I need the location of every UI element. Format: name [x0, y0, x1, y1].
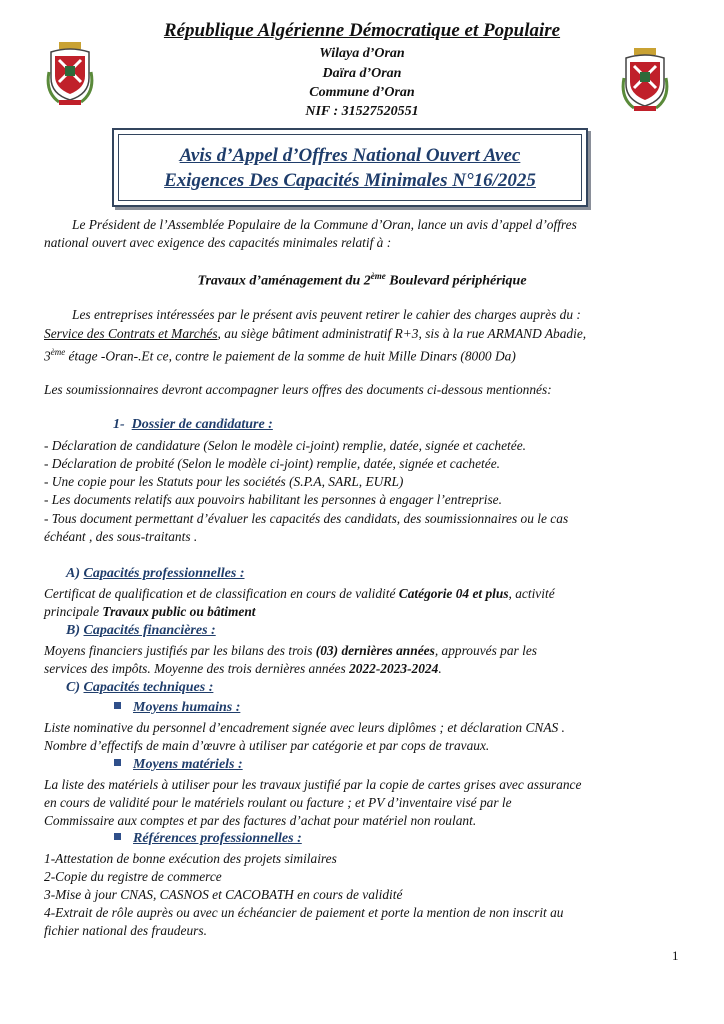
retrait-line-3-rest: étage -Oran-.Et ce, contre le paiement de la somme de huit Mille Dinars (8000 Da) [65, 348, 516, 364]
cap-pro-category: Catégorie 04 et plus [398, 586, 509, 601]
republic-heading: République Algérienne Démocratique et Populaire [163, 20, 561, 41]
cap-fin-year-range: 2022-2023-2024 [349, 661, 439, 676]
cap-tech-letter: C) [66, 680, 80, 695]
page-number: 1 [672, 948, 679, 963]
references-heading [114, 831, 302, 847]
cap-fin-heading-text: Capacités financières : [83, 623, 216, 638]
cap-fin-period: . [438, 661, 442, 676]
retrait-line-2 [44, 325, 680, 343]
square-bullet-icon [114, 759, 121, 766]
dossier-item: - Déclaration de probité (Selon le modèle ci-joint) remplie, datée, signée et cachetée. [44, 456, 500, 471]
dossier-item: échéant , des sous-traitants . [44, 529, 198, 544]
cap-tech-heading [66, 680, 213, 696]
retrait-line-1: Les entreprises intéressées par le présent avis peuvent retirer le cahier des charges auprès du : [72, 307, 581, 322]
service-name: Service des Contrats et Marchés [44, 326, 218, 341]
cap-pro-line-1 [44, 585, 680, 603]
title-line-1: Avis d’Appel d’Offres National Ouvert Avec [179, 145, 521, 166]
materiels-line-1: La liste des matériels à utiliser pour les travaux justifié par la copie de cartes grises avec assurance [44, 777, 582, 792]
cap-tech-heading-text: Capacités techniques : [83, 680, 214, 695]
reference-item: fichier national des fraudeurs. [44, 923, 207, 938]
cap-pro-text: principale [44, 604, 103, 619]
cap-pro-text-end: , activité [508, 586, 555, 601]
title-box [112, 128, 588, 207]
title-line-2: Exigences Des Capacités Minimales N°16/2025 [164, 170, 536, 191]
humains-line-1: Liste nominative du personnel d’encadrement signée avec leurs diplômes ; et déclaration CNAS . [44, 720, 565, 735]
square-bullet-icon [114, 833, 121, 840]
soumission-text: Les soumissionnaires devront accompagner leurs offres des documents ci-dessous mentionnés: [44, 382, 552, 397]
cap-fin-text: Moyens financiers justifiés par les bilans des trois [44, 643, 316, 658]
dossier-item: - Les documents relatifs aux pouvoirs habilitant les personnes à engager l’entreprise. [44, 492, 502, 507]
moyens-materiels-heading [114, 757, 243, 773]
reference-item: 3-Mise à jour CNAS, CASNOS et CACOBATH en cours de validité [44, 887, 403, 902]
cap-fin-text: services des impôts. Moyenne des trois dernières années [44, 661, 350, 676]
dossier-item: - Déclaration de candidature (Selon le modèle ci-joint) remplie, datée, signée et cachetée. [44, 438, 527, 453]
dossier-heading [113, 417, 273, 433]
cap-pro-line-2 [44, 603, 680, 621]
cap-fin-years: (03) dernières années [315, 643, 435, 658]
cap-fin-line-2 [44, 660, 680, 678]
daira-line: Daïra d’Oran [322, 66, 402, 81]
subject-text: Travaux d’aménagement du 2 [197, 273, 371, 289]
dossier-item: - Une copie pour les Statuts pour les sociétés (S.P.A, SARL, EURL) [44, 474, 404, 489]
moyens-humains-heading [114, 700, 240, 716]
moyens-humains-heading-text: Moyens humains : [133, 700, 241, 715]
intro-line-2: national ouvert avec exigence des capacités minimales relatif à : [44, 235, 392, 250]
humains-line-2: Nombre d’effectifs de main d’œuvre à utiliser par catégorie et par cops de travaux. [44, 738, 490, 753]
references-heading-text: Références professionnelles : [133, 831, 302, 846]
materiels-line-2: en cours de validité pour le matériels roulant ou facture ; et PV d’inventaire visé par le [44, 795, 512, 810]
reference-item: 2-Copie du registre de commerce [44, 869, 222, 884]
floor-superscript: ème [50, 347, 66, 357]
cap-pro-letter: A) [66, 566, 80, 581]
wilaya-line: Wilaya d’Oran [319, 46, 405, 61]
dossier-heading-text: Dossier de candidature : [131, 417, 273, 432]
project-subject [44, 268, 680, 290]
subject-text-end: Boulevard périphérique [385, 273, 527, 289]
reference-item: 1-Attestation de bonne exécution des projets similaires [44, 851, 337, 866]
cap-pro-text: Certificat de qualification et de classification en cours de validité [44, 586, 399, 601]
retrait-line-2-rest: , au siège bâtiment administratif R+3, sis à la rue ARMAND Abadie, [217, 326, 587, 341]
cap-fin-letter: B) [66, 623, 80, 638]
cap-fin-heading [66, 623, 216, 639]
nif-line: NIF : 31527520551 [305, 104, 419, 119]
floor-number: 3 [44, 348, 51, 364]
subject-superscript: ème [370, 271, 386, 281]
cap-pro-heading-text: Capacités professionnelles : [83, 566, 245, 581]
commune-line: Commune d’Oran [309, 85, 415, 100]
intro-line-1: Le Président de l’Assemblée Populaire de la Commune d’Oran, lance un avis d’appel d’offres [72, 217, 577, 232]
dossier-number: 1- [113, 417, 125, 432]
cap-fin-line-1 [44, 642, 680, 660]
reference-item: 4-Extrait de rôle auprès ou avec un échéancier de paiement et porte la mention de non inscrit au [44, 905, 564, 920]
retrait-line-3 [44, 344, 680, 365]
cap-pro-activity: Travaux public ou bâtiment [102, 604, 256, 619]
materiels-line-3: Commissaire aux comptes et par des factures d’achat pour matériel non roulant. [44, 813, 477, 828]
dossier-item: - Tous document permettant d’évaluer les capacités des candidats, des soumissionnaires ou le cas [44, 511, 569, 526]
moyens-materiels-heading-text: Moyens matériels : [133, 757, 243, 772]
cap-fin-text-end: , approuvés par les [434, 643, 537, 658]
square-bullet-icon [114, 702, 121, 709]
cap-pro-heading [66, 566, 245, 582]
